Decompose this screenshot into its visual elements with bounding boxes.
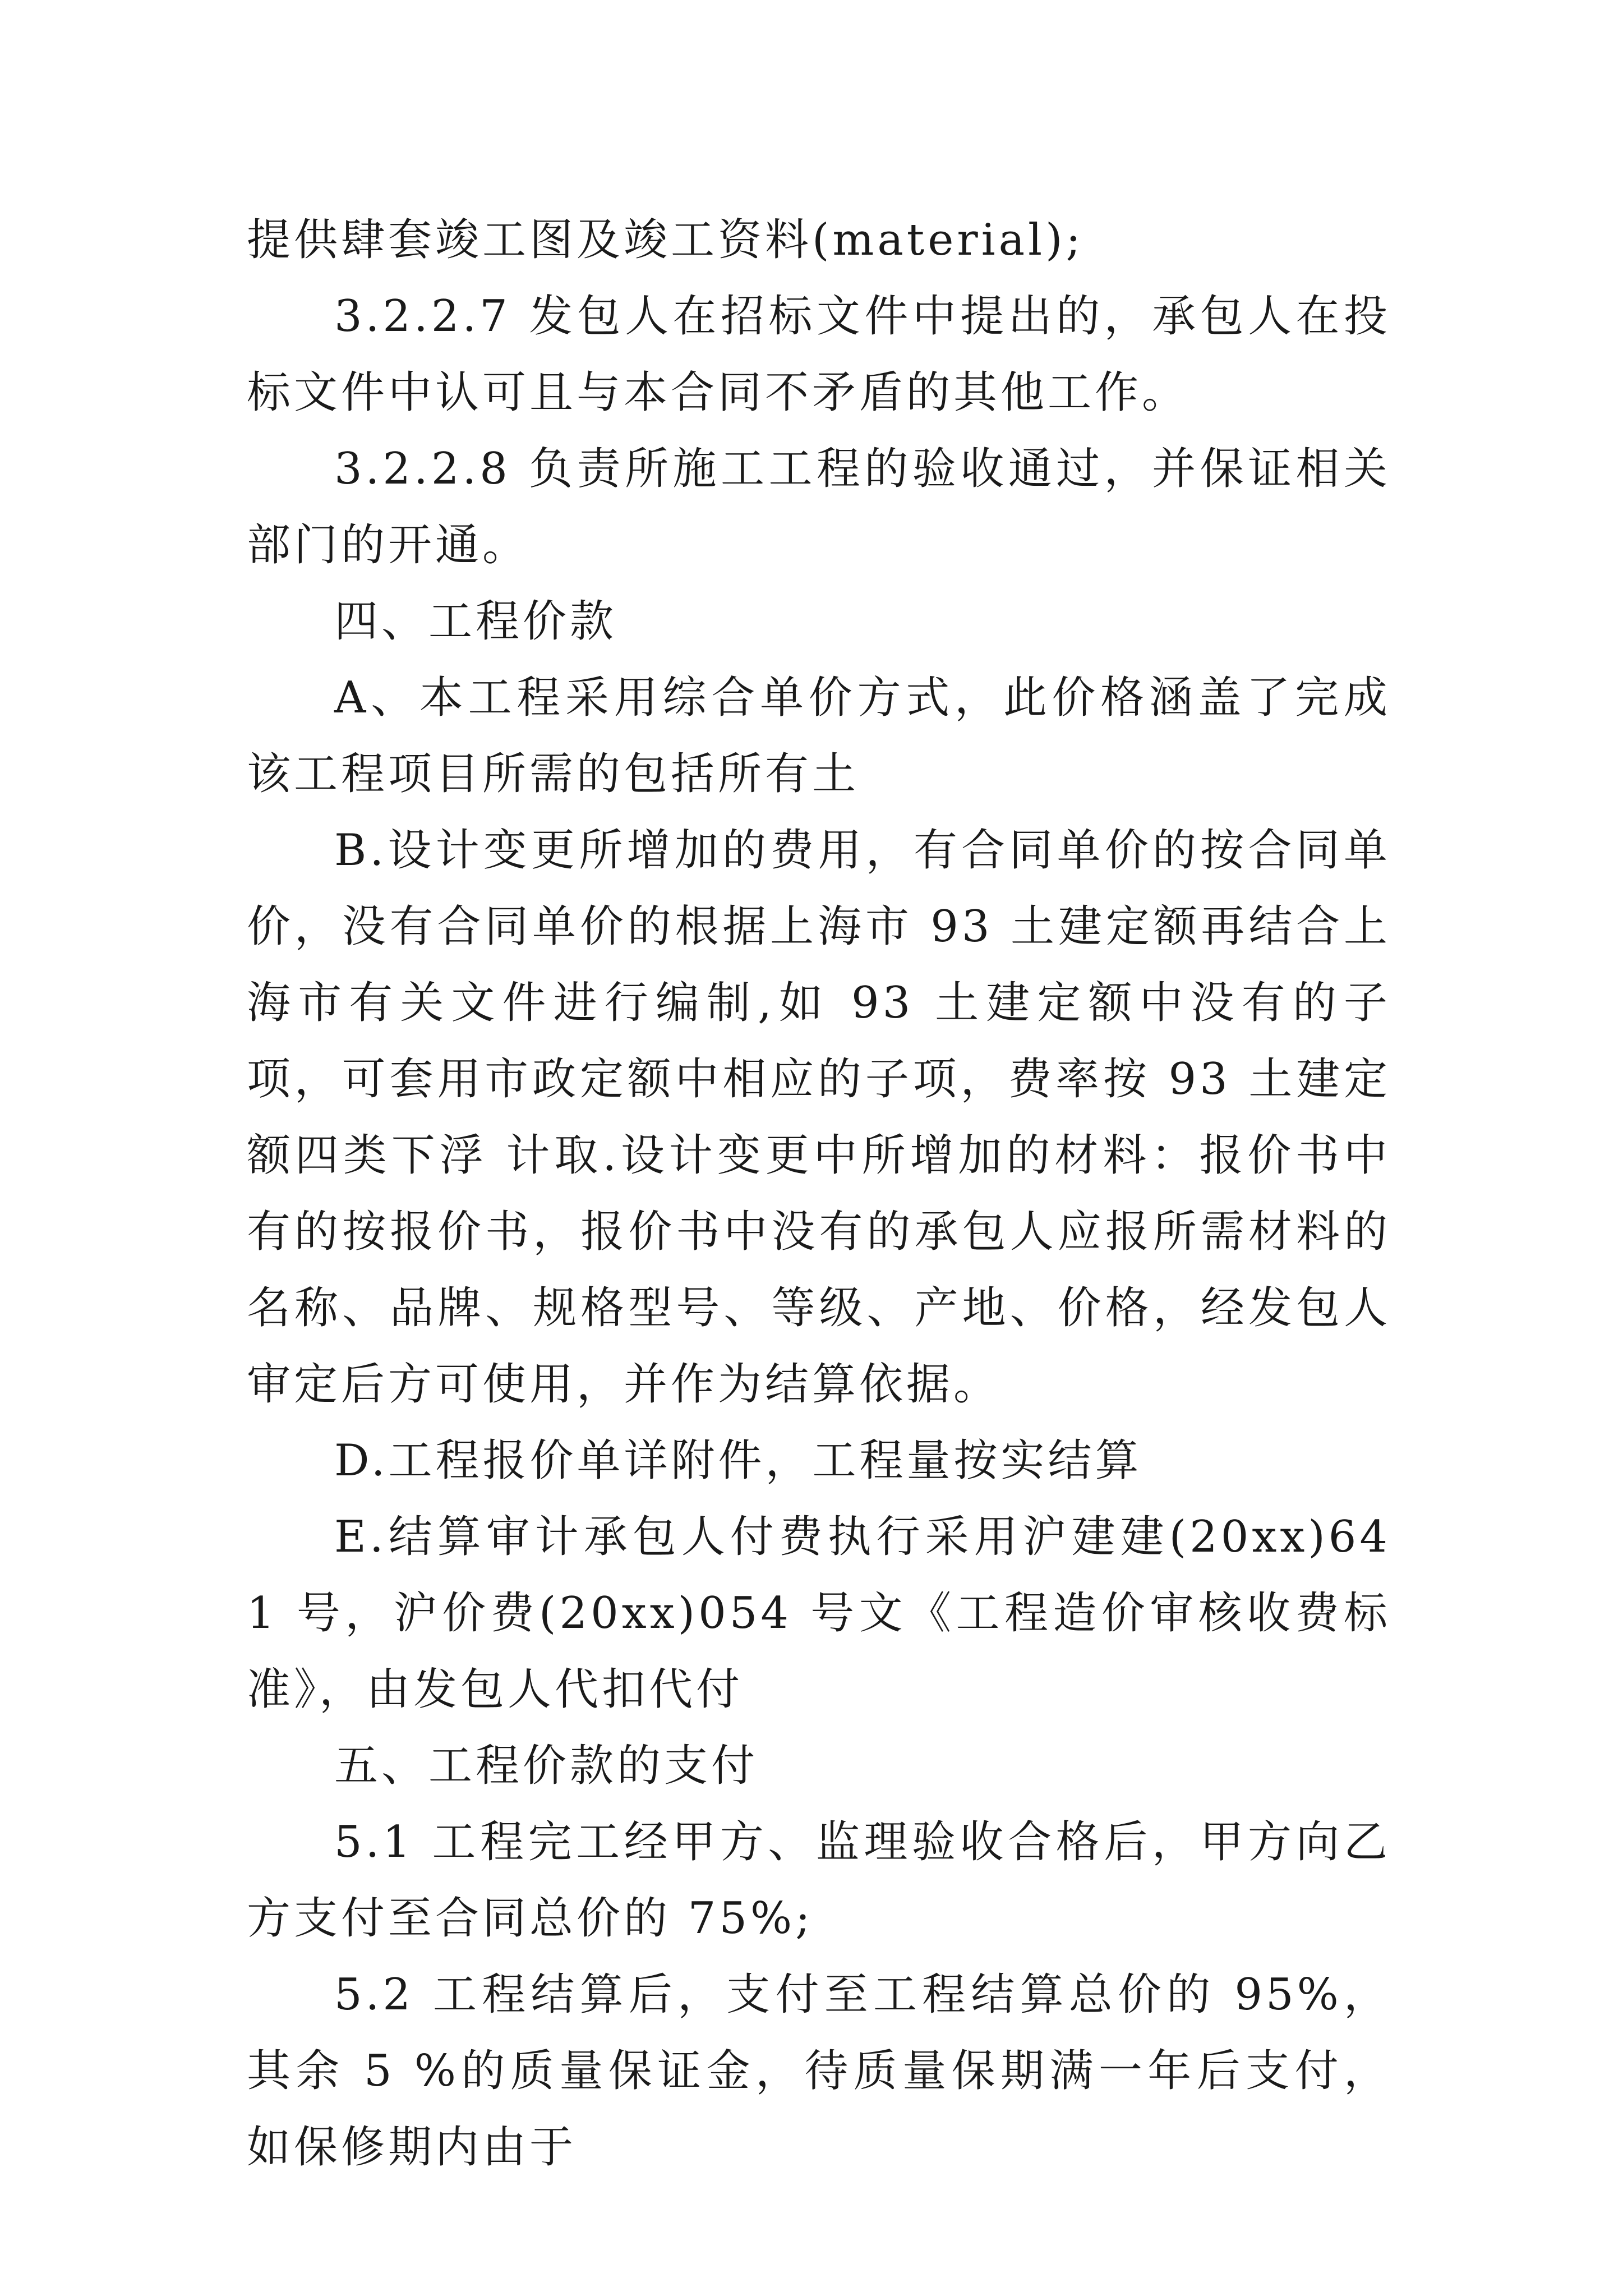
paragraph-item-e: E.结算审计承包人付费执行采用沪建建(20xx)641 号，沪价费(20xx)054 号文《工程造价审核收费标准》，由发包人代扣代付 [247, 1512, 1391, 1715]
paragraph-3-2-2-7: 3.2.2.7 发包人在招标文件中提出的，承包人在投标文件中认可且与本合同不矛盾的其他工作。 [247, 291, 1391, 418]
paragraph-item-d: D.工程报价单详附件，工程量按实结算 [334, 1435, 1142, 1486]
section-heading-payment: 五、工程价款的支付 [334, 1741, 759, 1791]
paragraph-5-1: 5.1 工程完工经甲方、监理验收合格后，甲方向乙方支付至合同总价的 75%; [247, 1817, 1391, 1944]
paragraph-item-b: B.设计变更所增加的费用，有合同单价的按合同单价，没有合同单价的根据上海市 93 土建定额再结合上海市有关文件进行编制,如 93 土建定额中没有的子项，可套用市政定额中相应的子项，费率按 93 土建定额四类下浮 计取.设计变更中所增加的材料：报价书中有的按报价书，报价书中没有的承包人应报所需材料的名称、品牌、规格型号、等级、产地、价格，经发包人审定后方可使用，并作为结算依据。 [247, 825, 1391, 1410]
section-heading-project-price: 四、工程价款 [334, 596, 617, 647]
paragraph-item-a: A、本工程采用综合单价方式，此价格涵盖了完成该工程项目所需的包括所有土 [247, 673, 1391, 799]
paragraph-5-2: 5.2 工程结算后，支付至工程结算总价的 95%，其余 5 %的质量保证金，待质量保期满一年后支付，如保修期内由于 [247, 1970, 1391, 2173]
document-body [247, 202, 1391, 2185]
paragraph-3-2-2-8: 3.2.2.8 负责所施工工程的验收通过，并保证相关部门的开通。 [247, 444, 1391, 570]
paragraph-completion-drawings: 提供肆套竣工图及竣工资料(material); [247, 215, 1084, 265]
